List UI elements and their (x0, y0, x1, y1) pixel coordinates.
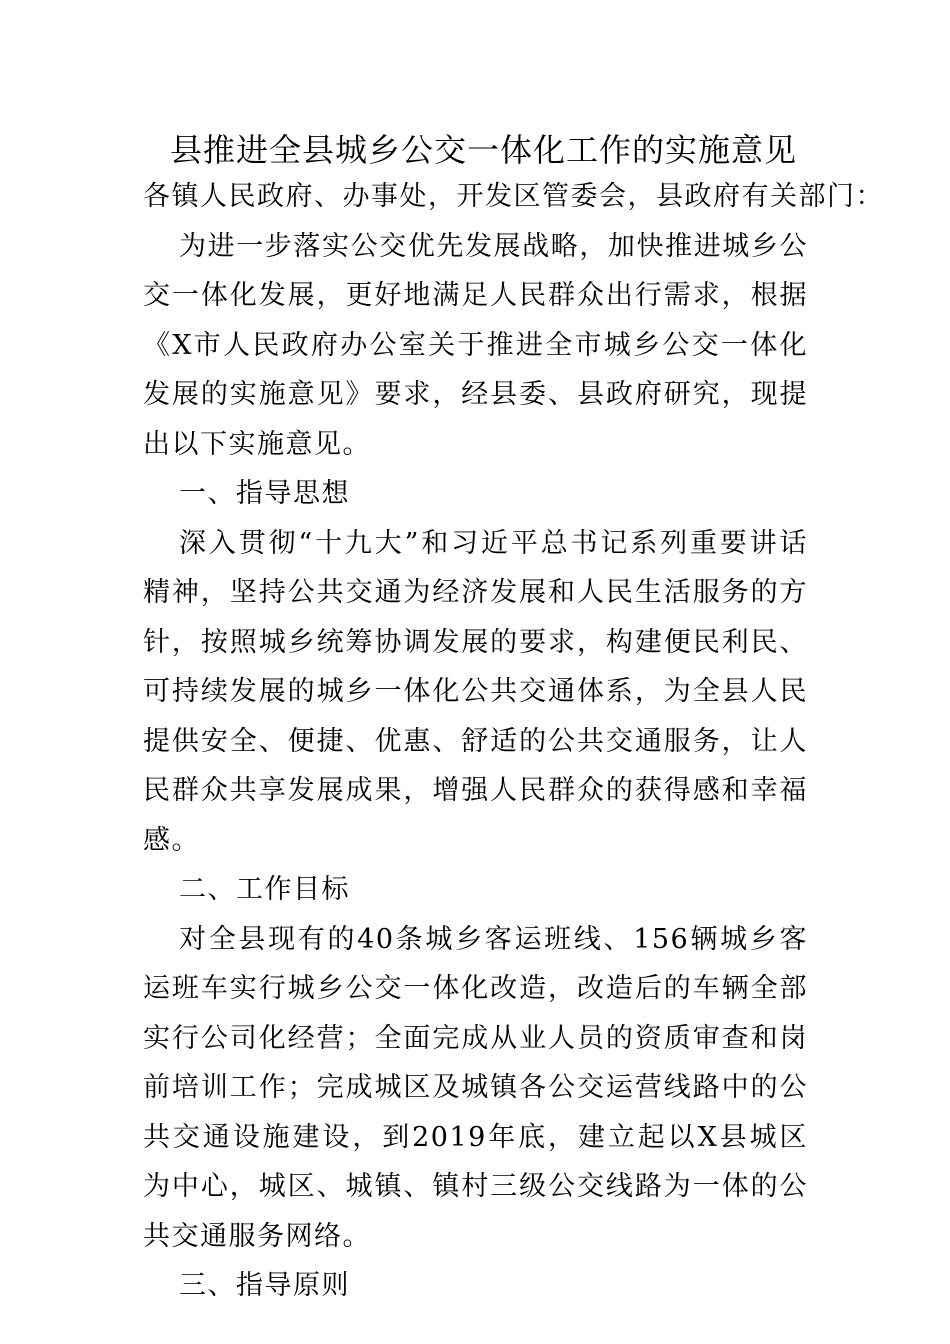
document-title: 县推进全县城乡公交一体化工作的实施意见 (170, 131, 798, 169)
intro-paragraph: 为进一步落实公交优先发展战略，加快推进城乡公交一体化发展，更好地满足人民群众出行需求，根据《X市人民政府办公室关于推进全市城乡公交一体化发展的实施意见》要求，经县委、县政府研究，现提出以下实施意见。 (143, 230, 808, 460)
section-body-work-goals: 对全县现有的40条城乡客运班线、156辆城乡客运班车实行城乡公交一体化改造，改造后的车辆全部实行公司化经营；全面完成从业人员的资质审查和岗前培训工作；完成城区及城镇各公交运营线路中的公共交通设施建设，到2019年底，建立起以X县城区为中心，城区、城镇、镇村三级公交线路为一体的公共交通服务网络。 (143, 923, 808, 1252)
section-heading-guiding-principles: 三、指导原则 (179, 1270, 350, 1301)
section-heading-guiding-ideology: 一、指导思想 (179, 478, 350, 509)
section-heading-work-goals: 二、工作目标 (179, 874, 350, 905)
document-body (143, 172, 884, 1311)
section-body-guiding-ideology: 深入贯彻“十九大”和习近平总书记系列重要讲话精神，坚持公共交通为经济发展和人民生活服务的方针，按照城乡统筹协调发展的要求，构建便民利民、可持续发展的城乡一体化公共交通体系，为全县人民提供安全、便捷、优惠、舒适的公共交通服务，让人民群众共享发展成果，增强人民群众的获得感和幸福感。 (143, 527, 808, 856)
salutation: 各镇人民政府、办事处，开发区管委会，县政府有关部门： (143, 181, 884, 212)
